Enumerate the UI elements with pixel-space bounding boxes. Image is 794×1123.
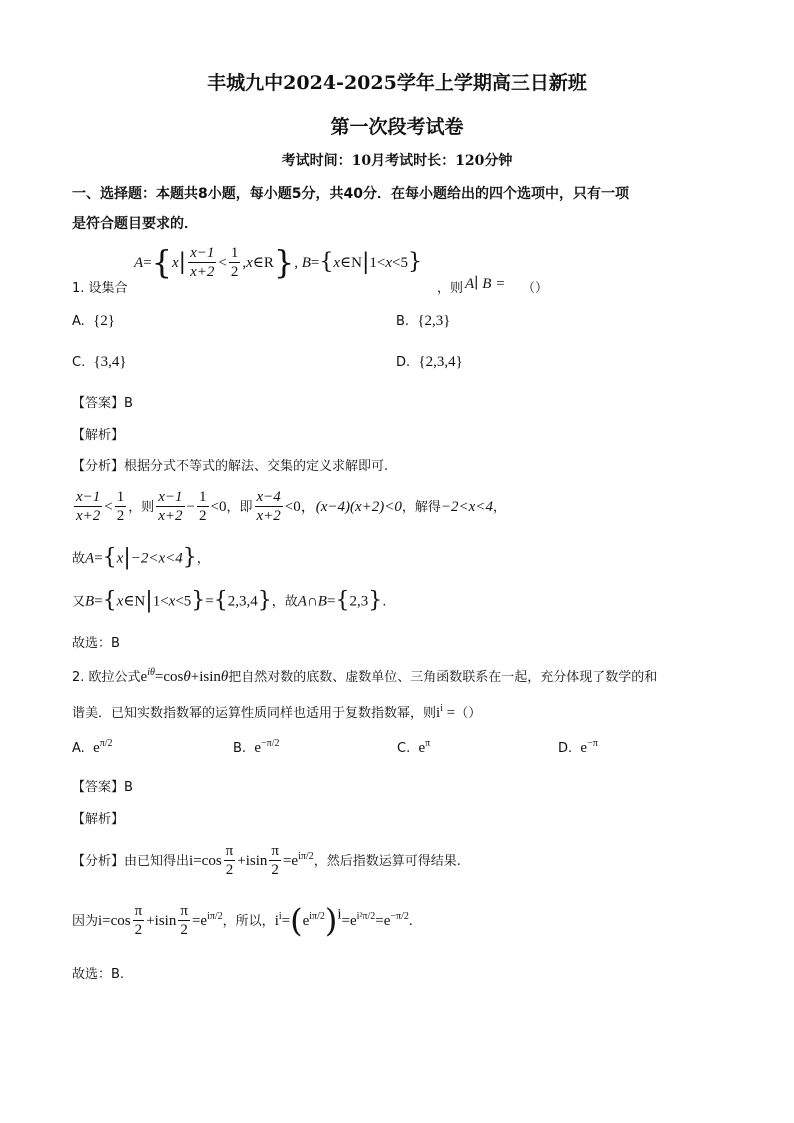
q1-option-d: D. {2,3,4} (396, 354, 463, 370)
q1-option-c: C. {3,4} (72, 354, 127, 370)
q2-answer: 【答案】B (72, 780, 133, 795)
q2-option-a: A. $e^{\pi/2}$ (72, 738, 113, 756)
q1-solution-line: $\frac{x-1}{x+2}$ < $\frac{1}{2}$ ，则 $\frac{x-1}{x+2}$ − $\frac{1}{2}$ <0，即 $\frac{x-4}{x+2}$ <0，(x−4)(x+2)<0，解得−2<x<4， (76, 489, 506, 524)
q1-set-b-result: 又B={x∈N|1<x<5}={2,3,4}，故A∩B={2,3}. (72, 588, 387, 613)
q2-option-b: B. $e^{-\pi/2}$ (233, 738, 280, 756)
q1-set-definition: A={x| $\frac{x-1}{x+2}$ < $\frac{1}{2}$ ,x∈R}, B={x∈N|1<x<5} (134, 243, 423, 282)
q2-fenxi: 【分析】由已知得出i=cos $\frac{\pi}{2}$ +isin $\frac{\pi}{2}$ $=e^{i\pi/2}$，然后指数运算可得结果. (72, 843, 461, 878)
q1-fenxi: 【分析】根据分式不等式的解法、交集的定义求解即可. (72, 459, 389, 474)
q2-solution: 因为i=cos $\frac{\pi}{2}$ +isin $\frac{\pi}{2}$ $=e^{i\pi/2}$，所以，$i^i=(e^{i\pi/2})^i=e^{i^2\pi/2}=e^{-\pi/2}$. (72, 901, 413, 940)
page-subtitle: 第一次段考试卷 (330, 116, 464, 138)
exam-info: 考试时间：10月考试时长：120分钟 (281, 153, 513, 169)
q1-answer: 【答案】B (72, 396, 133, 411)
q1-option-b: B. {2,3} (396, 313, 451, 329)
q1-set-a-result: 故A={x|−2<x<4}， (72, 545, 210, 570)
q1-analysis-title: 【解析】 (72, 428, 125, 443)
q2-option-c: C. $e^\pi$ (397, 738, 431, 756)
q2-line1: 2. 欧拉公式$e^{i\theta}=\cos\theta+isin\theta$把自然对数的底数、虚数单位、三角函数联系在一起，充分体现了数学的和 (72, 667, 658, 685)
section-intro-line2: 是符合题目要求的． (72, 216, 198, 232)
q1-label: 1. 设集合 (72, 281, 128, 296)
q1-tail: ，则 (437, 281, 464, 296)
q1-choose: 故选：B (72, 636, 120, 651)
page-title: 丰城九中2024-2025学年上学期高三日新班 (207, 72, 587, 94)
q2-option-d: D. $e^{-\pi}$ (558, 738, 598, 756)
q1-option-a: A. {2} (72, 313, 115, 329)
q2-line2: 谐美．已知实数指数幂的运算性质同样也适用于复数指数幂，则$i^i$ =（） (72, 703, 482, 721)
q1-intersection: A∣ B = (465, 276, 506, 292)
section-intro-line1: 一、选择题：本题共8小题，每小题5分，共40分．在每小题给出的四个选项中，只有一项 (72, 186, 629, 202)
q2-analysis-title: 【解析】 (72, 812, 125, 827)
q1-blank: （） (522, 281, 549, 296)
q2-choose: 故选：B. (72, 967, 125, 982)
